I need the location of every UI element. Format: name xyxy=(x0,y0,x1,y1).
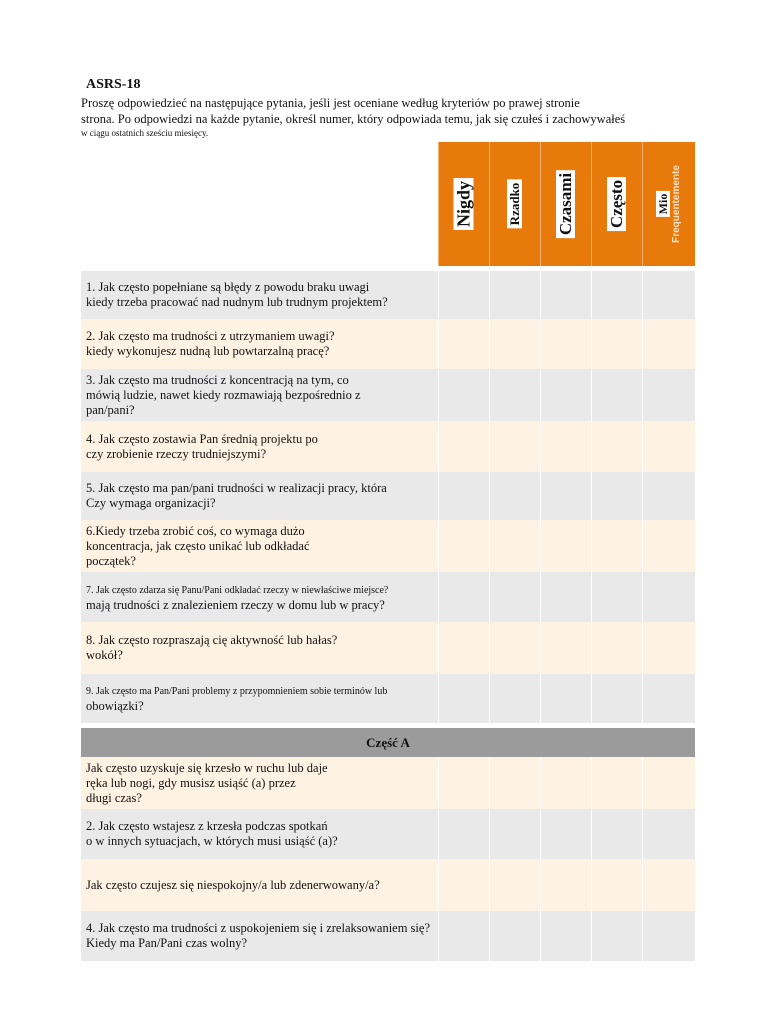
scale-rarely-label: Rzadko xyxy=(507,180,522,229)
scale-often xyxy=(591,142,642,266)
question-row xyxy=(81,674,695,723)
question-row xyxy=(81,472,695,520)
question-text: 1. Jak często popełniane są błędy z powodu braku uwagi kiedy trzeba pracować nad nudnym lub trudnym projektem? xyxy=(81,271,438,319)
answer-cell-never[interactable] xyxy=(438,674,489,723)
answer-cell-never[interactable] xyxy=(438,911,489,961)
questionnaire-table xyxy=(81,142,695,961)
answer-cell-very-often[interactable] xyxy=(642,911,695,961)
question-row xyxy=(81,572,695,622)
scale-never-label: Nigdy xyxy=(453,178,473,230)
answer-cell-very-often[interactable] xyxy=(642,271,695,319)
answer-cell-very-often[interactable] xyxy=(642,674,695,723)
question-row xyxy=(81,809,695,859)
answer-cell-often[interactable] xyxy=(591,622,642,674)
answer-cell-rarely[interactable] xyxy=(489,674,540,723)
answer-cell-very-often[interactable] xyxy=(642,859,695,911)
answer-cell-rarely[interactable] xyxy=(489,319,540,369)
answer-cell-often[interactable] xyxy=(591,572,642,622)
answer-cell-sometimes[interactable] xyxy=(540,271,591,319)
answer-cell-rarely[interactable] xyxy=(489,572,540,622)
instructions-line-2: strona. Po odpowiedzi na każde pytanie, określ numer, który odpowiada temu, jak się czułeś i zachowywałeś xyxy=(81,112,626,126)
question-text: 2. Jak często ma trudności z utrzymaniem uwagi? kiedy wykonujesz nudną lub powtarzalną pracę? xyxy=(81,319,438,369)
answer-cell-sometimes[interactable] xyxy=(540,572,591,622)
answer-cell-sometimes[interactable] xyxy=(540,421,591,472)
answer-cell-sometimes[interactable] xyxy=(540,757,591,809)
answer-cell-sometimes[interactable] xyxy=(540,319,591,369)
answer-cell-never[interactable] xyxy=(438,757,489,809)
scale-very-often-label: Mio xyxy=(656,191,670,218)
answer-cell-often[interactable] xyxy=(591,369,642,421)
answer-cell-sometimes[interactable] xyxy=(540,472,591,520)
question-row xyxy=(81,369,695,421)
answer-cell-rarely[interactable] xyxy=(489,757,540,809)
answer-cell-never[interactable] xyxy=(438,622,489,674)
question-row xyxy=(81,859,695,911)
answer-cell-sometimes[interactable] xyxy=(540,859,591,911)
scale-header-row xyxy=(81,142,695,266)
section-title: Część A xyxy=(81,728,695,757)
answer-cell-very-often[interactable] xyxy=(642,622,695,674)
question-row xyxy=(81,911,695,961)
answer-cell-never[interactable] xyxy=(438,572,489,622)
question-text: 7. Jak często zdarza się Panu/Pani odkładać rzeczy w niewłaściwe miejsce? mają trudności z znalezieniem rzeczy w domu lub w pracy? xyxy=(81,572,438,622)
question-row xyxy=(81,319,695,369)
answer-cell-never[interactable] xyxy=(438,369,489,421)
answer-cell-often[interactable] xyxy=(591,809,642,859)
question-text: 4. Jak często zostawia Pan średnią projektu po czy zrobienie rzeczy trudniejszymi? xyxy=(81,421,438,472)
answer-cell-rarely[interactable] xyxy=(489,520,540,572)
answer-cell-often[interactable] xyxy=(591,674,642,723)
scale-very-often-sublabel: Frequentemente xyxy=(670,165,682,243)
section-bar xyxy=(81,728,695,757)
answer-cell-rarely[interactable] xyxy=(489,369,540,421)
answer-cell-rarely[interactable] xyxy=(489,809,540,859)
answer-cell-often[interactable] xyxy=(591,757,642,809)
answer-cell-rarely[interactable] xyxy=(489,271,540,319)
answer-cell-never[interactable] xyxy=(438,319,489,369)
answer-cell-sometimes[interactable] xyxy=(540,911,591,961)
scale-sometimes xyxy=(540,142,591,266)
question-row xyxy=(81,271,695,319)
question-text: Jak często czujesz się niespokojny/a lub zdenerwowany/a? xyxy=(81,859,438,911)
answer-cell-never[interactable] xyxy=(438,271,489,319)
answer-cell-sometimes[interactable] xyxy=(540,520,591,572)
answer-cell-sometimes[interactable] xyxy=(540,622,591,674)
scale-never xyxy=(438,142,489,266)
answer-cell-rarely[interactable] xyxy=(489,472,540,520)
scale-sometimes-label: Czasami xyxy=(556,170,575,238)
question-row xyxy=(81,421,695,472)
answer-cell-often[interactable] xyxy=(591,319,642,369)
question-text: 9. Jak często ma Pan/Pani problemy z przypomnieniem sobie terminów lub obowiązki? xyxy=(81,674,438,723)
answer-cell-rarely[interactable] xyxy=(489,622,540,674)
answer-cell-never[interactable] xyxy=(438,421,489,472)
answer-cell-never[interactable] xyxy=(438,472,489,520)
scale-often-label: Często xyxy=(607,177,626,231)
document-title: ASRS-18 xyxy=(86,77,141,92)
question-text: 3. Jak często ma trudności z koncentracją na tym, co mówią ludzie, nawet kiedy rozmawiają bezpośrednio z pan/pani? xyxy=(81,369,438,421)
answer-cell-sometimes[interactable] xyxy=(540,809,591,859)
instructions-line-1: Proszę odpowiedzieć na następujące pytania, jeśli jest oceniane według kryteriów po prawej stronie xyxy=(81,96,580,110)
header-blank-cell xyxy=(81,142,438,266)
answer-cell-often[interactable] xyxy=(591,472,642,520)
answer-cell-often[interactable] xyxy=(591,520,642,572)
answer-cell-very-often[interactable] xyxy=(642,520,695,572)
question-text: 5. Jak często ma pan/pani trudności w realizacji pracy, która Czy wymaga organizacji? xyxy=(81,472,438,520)
question-text: 6.Kiedy trzeba zrobić coś, co wymaga dużo koncentracja, jak często unikać lub odkładać początek? xyxy=(81,520,438,572)
question-text: Jak często uzyskuje się krzesło w ruchu lub daje ręka lub nogi, gdy musisz usiąść (a) przez długi czas? xyxy=(81,757,438,809)
instructions xyxy=(81,95,681,139)
question-row xyxy=(81,520,695,572)
question-text: 4. Jak często ma trudności z uspokojeniem się i zrelaksowaniem się? Kiedy ma Pan/Pani czas wolny? xyxy=(81,911,438,961)
question-text: 8. Jak często rozpraszają cię aktywność lub hałas? wokół? xyxy=(81,622,438,674)
answer-cell-very-often[interactable] xyxy=(642,319,695,369)
answer-cell-very-often[interactable] xyxy=(642,369,695,421)
answer-cell-very-often[interactable] xyxy=(642,472,695,520)
answer-cell-rarely[interactable] xyxy=(489,421,540,472)
scale-very-often xyxy=(642,142,695,266)
answer-cell-never[interactable] xyxy=(438,859,489,911)
answer-cell-very-often[interactable] xyxy=(642,421,695,472)
scale-rarely xyxy=(489,142,540,266)
answer-cell-very-often[interactable] xyxy=(642,757,695,809)
question-text: 2. Jak często wstajesz z krzesła podczas spotkań o w innych sytuacjach, w których musi usiąść (a)? xyxy=(81,809,438,859)
answer-cell-very-often[interactable] xyxy=(642,572,695,622)
question-row xyxy=(81,622,695,674)
answer-cell-often[interactable] xyxy=(591,911,642,961)
answer-cell-very-often[interactable] xyxy=(642,809,695,859)
answer-cell-never[interactable] xyxy=(438,520,489,572)
answer-cell-sometimes[interactable] xyxy=(540,369,591,421)
answer-cell-rarely[interactable] xyxy=(489,859,540,911)
answer-cell-often[interactable] xyxy=(591,271,642,319)
answer-cell-sometimes[interactable] xyxy=(540,674,591,723)
answer-cell-often[interactable] xyxy=(591,421,642,472)
answer-cell-rarely[interactable] xyxy=(489,911,540,961)
answer-cell-often[interactable] xyxy=(591,859,642,911)
answer-cell-never[interactable] xyxy=(438,809,489,859)
question-row xyxy=(81,757,695,809)
instructions-line-3: w ciągu ostatnich sześciu miesięcy. xyxy=(81,128,209,138)
